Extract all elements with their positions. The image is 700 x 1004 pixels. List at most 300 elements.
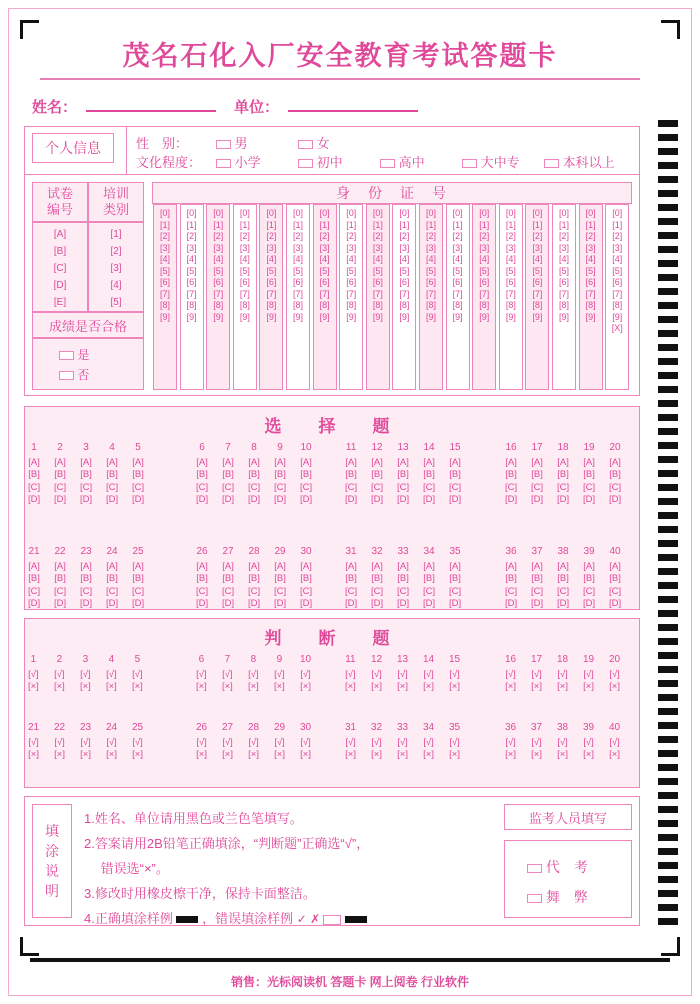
id-digit-bubble[interactable]: [3] [452,242,463,253]
judge-item[interactable] [132,654,143,694]
id-digit-bubble[interactable]: [8] [559,300,570,310]
id-digit-bubble[interactable]: [8] [266,300,277,310]
answer-bubble[interactable]: [√] [609,736,620,748]
choice-item[interactable] [423,546,435,611]
choice-item[interactable] [423,442,435,507]
train-type-bubble[interactable]: [5] [110,297,122,308]
answer-bubble[interactable]: [D] [371,494,384,506]
answer-bubble[interactable]: [B] [132,573,144,585]
id-digit-bubble[interactable]: [2] [479,231,490,241]
id-digit-bubble[interactable]: [2] [319,231,330,241]
answer-bubble[interactable]: [√] [28,668,39,680]
proctor-option-0[interactable] [527,857,588,877]
answer-bubble[interactable]: [A] [609,560,621,572]
answer-bubble[interactable]: [√] [397,668,408,680]
id-digit-bubble[interactable]: [1] [399,219,410,230]
id-digit-bubble[interactable]: [0] [479,208,490,218]
id-digit-bubble[interactable]: [0] [186,208,197,218]
id-digit-bubble[interactable]: [5] [399,265,410,276]
id-digit-bubble[interactable]: [4] [399,254,410,264]
answer-bubble[interactable]: [√] [449,668,460,680]
answer-bubble[interactable]: [×] [583,749,594,761]
id-digit-column[interactable] [392,204,416,390]
answer-bubble[interactable]: [×] [371,749,382,761]
answer-bubble[interactable]: [B] [583,573,595,585]
id-digit-bubble[interactable]: [2] [213,231,224,241]
answer-bubble[interactable]: [B] [196,573,208,585]
choice-item[interactable] [397,546,409,611]
answer-bubble[interactable]: [×] [345,749,356,761]
answer-bubble[interactable]: [×] [106,749,117,761]
id-digit-bubble[interactable]: [5] [266,265,277,276]
answer-bubble[interactable]: [√] [531,668,542,680]
answer-bubble[interactable]: [B] [54,573,66,585]
option-大中专[interactable] [462,152,520,171]
id-digit-bubble[interactable]: [5] [319,265,330,276]
bubble[interactable] [59,371,74,380]
option-男[interactable] [216,133,248,152]
answer-bubble[interactable]: [×] [531,749,542,761]
id-digit-bubble[interactable]: [2] [505,231,516,241]
answer-bubble[interactable]: [D] [423,494,436,506]
id-digit-bubble[interactable]: [4] [452,254,463,264]
answer-bubble[interactable]: [×] [196,681,207,693]
answer-bubble[interactable]: [A] [248,560,260,572]
answer-bubble[interactable]: [C] [371,481,384,493]
answer-bubble[interactable]: [A] [300,560,312,572]
id-digit-column[interactable] [552,204,576,390]
id-digit-bubble[interactable]: [2] [612,231,623,241]
answer-bubble[interactable]: [A] [80,560,92,572]
id-digit-bubble[interactable]: [3] [213,242,224,253]
id-digit-bubble[interactable]: [6] [585,277,596,287]
answer-bubble[interactable]: [D] [80,598,93,610]
bubble[interactable] [216,159,231,168]
answer-bubble[interactable]: [B] [80,469,92,481]
answer-bubble[interactable]: [×] [132,749,143,761]
answer-bubble[interactable]: [C] [557,481,570,493]
answer-bubble[interactable]: [√] [196,736,207,748]
option-女[interactable] [298,133,330,152]
judge-item[interactable] [106,722,117,762]
choice-item[interactable] [371,442,383,507]
id-digit-bubble[interactable]: [8] [372,300,383,310]
answer-bubble[interactable]: [B] [300,469,312,481]
train-type-bubble[interactable]: [2] [110,246,122,257]
judge-item[interactable] [557,654,568,694]
id-digit-bubble[interactable]: [2] [452,231,463,241]
pass-options[interactable] [32,338,144,390]
id-digit-bubble[interactable]: [9] [319,311,330,322]
id-digit-bubble[interactable]: [7] [160,288,171,299]
answer-bubble[interactable]: [B] [345,573,357,585]
choice-item[interactable] [248,442,260,507]
judge-item[interactable] [222,654,233,694]
train-type-bubble[interactable]: [4] [110,280,122,291]
choice-item[interactable] [505,546,517,611]
id-digit-bubble[interactable]: [5] [452,265,463,276]
answer-bubble[interactable]: [A] [300,456,312,468]
answer-bubble[interactable]: [C] [371,585,384,597]
pass-option-是[interactable] [59,346,89,363]
id-digit-bubble[interactable]: [5] [186,265,197,276]
answer-bubble[interactable]: [C] [397,585,410,597]
id-digit-bubble[interactable]: [8] [213,300,224,310]
judge-item[interactable] [300,654,311,694]
choice-item[interactable] [557,442,569,507]
option-初中[interactable] [298,152,343,171]
choice-item[interactable] [300,546,312,611]
answer-bubble[interactable]: [C] [557,585,570,597]
answer-bubble[interactable]: [D] [557,494,570,506]
answer-bubble[interactable]: [√] [557,668,568,680]
judge-item[interactable] [28,654,39,694]
answer-bubble[interactable]: [√] [274,736,285,748]
id-digit-bubble[interactable]: [4] [293,254,304,264]
answer-bubble[interactable]: [B] [345,469,357,481]
answer-bubble[interactable]: [A] [54,560,66,572]
answer-bubble[interactable]: [C] [505,585,518,597]
answer-bubble[interactable]: [B] [222,469,234,481]
answer-bubble[interactable]: [×] [505,749,516,761]
answer-bubble[interactable]: [√] [106,736,117,748]
answer-bubble[interactable]: [B] [423,573,435,585]
choice-item[interactable] [54,546,66,611]
answer-bubble[interactable]: [A] [609,456,621,468]
id-digit-bubble[interactable]: [0] [505,208,516,218]
id-digit-bubble[interactable]: [5] [585,265,596,276]
answer-bubble[interactable]: [B] [505,573,517,585]
train-type-bubble[interactable]: [1] [110,229,122,240]
id-digit-bubble[interactable]: [6] [559,277,570,287]
answer-bubble[interactable]: [D] [132,598,145,610]
answer-bubble[interactable]: [A] [132,456,144,468]
answer-bubble[interactable]: [A] [345,560,357,572]
judge-item[interactable] [557,722,568,762]
answer-bubble[interactable]: [B] [449,469,461,481]
id-digit-bubble[interactable]: [6] [399,277,410,287]
judge-item[interactable] [28,722,39,762]
answer-bubble[interactable]: [√] [132,668,143,680]
answer-bubble[interactable]: [√] [248,668,259,680]
pass-option-否[interactable] [59,366,89,383]
answer-bubble[interactable]: [C] [345,481,358,493]
id-digit-bubble[interactable]: [9] [266,311,277,322]
id-digit-bubble[interactable]: [9] [293,311,304,322]
answer-bubble[interactable]: [D] [423,598,436,610]
id-digit-bubble[interactable]: [6] [239,277,250,287]
id-digit-bubble[interactable]: [4] [266,254,277,264]
judge-item[interactable] [609,654,620,694]
id-digit-bubble[interactable]: [6] [452,277,463,287]
id-digit-bubble[interactable]: [7] [186,288,197,299]
judge-item[interactable] [423,722,434,762]
option-本科以上[interactable] [544,152,615,171]
id-digit-bubble[interactable]: [0] [559,208,570,218]
judge-item[interactable] [505,722,516,762]
id-digit-bubble[interactable]: [8] [505,300,516,310]
id-digit-bubble[interactable]: [8] [319,300,330,310]
choice-item[interactable] [345,546,357,611]
id-digit-bubble[interactable]: [7] [479,288,490,299]
answer-bubble[interactable]: [C] [274,585,287,597]
id-digit-column[interactable] [259,204,283,390]
answer-bubble[interactable]: [D] [583,494,596,506]
id-digit-bubble[interactable]: [2] [239,231,250,241]
answer-bubble[interactable]: [A] [557,456,569,468]
bubble[interactable] [527,894,542,903]
id-digit-bubble[interactable]: [2] [186,231,197,241]
answer-bubble[interactable]: [×] [196,749,207,761]
id-digit-bubble[interactable]: [8] [346,300,357,310]
id-digit-bubble[interactable]: [6] [426,277,437,287]
id-digit-bubble[interactable]: [8] [160,300,171,310]
id-digit-bubble[interactable]: [9] [186,311,197,322]
answer-bubble[interactable]: [×] [28,749,39,761]
bubble[interactable] [380,159,395,168]
judge-item[interactable] [505,654,516,694]
id-digit-bubble[interactable]: [5] [612,265,623,276]
id-digit-bubble[interactable]: [9] [479,311,490,322]
judge-item[interactable] [345,654,356,694]
answer-bubble[interactable]: [D] [609,494,622,506]
id-digit-bubble[interactable]: [3] [266,242,277,253]
answer-bubble[interactable]: [B] [196,469,208,481]
answer-bubble[interactable]: [B] [505,469,517,481]
id-digit-bubble[interactable]: [7] [532,288,543,299]
judge-item[interactable] [449,722,460,762]
id-digit-column[interactable] [472,204,496,390]
answer-bubble[interactable]: [√] [196,668,207,680]
answer-bubble[interactable]: [B] [397,469,409,481]
id-digit-column[interactable] [605,204,629,390]
id-digit-bubble[interactable]: [1] [372,219,383,230]
id-digit-bubble[interactable]: [3] [559,242,570,253]
answer-bubble[interactable]: [D] [345,494,358,506]
answer-bubble[interactable]: [B] [106,469,118,481]
judge-item[interactable] [531,654,542,694]
answer-bubble[interactable]: [√] [583,736,594,748]
id-digit-bubble[interactable]: [9] [346,311,357,322]
paper-no-bubble[interactable]: [A] [53,229,67,240]
judge-item[interactable] [583,722,594,762]
answer-bubble[interactable]: [B] [371,469,383,481]
id-digit-bubble[interactable]: [3] [186,242,197,253]
answer-bubble[interactable]: [A] [371,560,383,572]
judge-item[interactable] [397,722,408,762]
id-digit-column[interactable] [233,204,257,390]
judge-item[interactable] [371,722,382,762]
choice-item[interactable] [54,442,66,507]
id-digit-column[interactable] [366,204,390,390]
answer-bubble[interactable]: [√] [54,668,65,680]
answer-bubble[interactable]: [B] [248,469,260,481]
answer-bubble[interactable]: [D] [583,598,596,610]
answer-bubble[interactable]: [D] [300,494,313,506]
id-digit-bubble[interactable]: [4] [372,254,383,264]
choice-item[interactable] [80,442,92,507]
proctor-options[interactable] [504,840,632,918]
answer-bubble[interactable]: [B] [423,469,435,481]
id-digit-bubble[interactable]: [1] [532,219,543,230]
choice-item[interactable] [222,546,234,611]
choice-item[interactable] [583,546,595,611]
answer-bubble[interactable]: [√] [28,736,39,748]
answer-bubble[interactable]: [×] [132,681,143,693]
id-digit-bubble[interactable]: [4] [505,254,516,264]
answer-bubble[interactable]: [×] [531,681,542,693]
answer-bubble[interactable]: [C] [505,481,518,493]
answer-bubble[interactable]: [√] [80,736,91,748]
choice-item[interactable] [505,442,517,507]
id-digit-bubble[interactable]: [5] [532,265,543,276]
paper-no-bubble[interactable]: [B] [53,246,67,257]
answer-bubble[interactable]: [B] [132,469,144,481]
answer-bubble[interactable]: [√] [222,668,233,680]
answer-bubble[interactable]: [×] [397,681,408,693]
id-digit-bubble[interactable]: [9] [399,311,410,322]
judge-item[interactable] [196,722,207,762]
id-digit-bubble[interactable]: [7] [612,288,623,299]
answer-bubble[interactable]: [D] [248,598,261,610]
id-digit-bubble[interactable]: [2] [293,231,304,241]
id-digit-bubble[interactable]: [9] [213,311,224,322]
id-digit-bubble[interactable]: [8] [532,300,543,310]
choice-item[interactable] [106,442,118,507]
choice-item[interactable] [531,546,543,611]
id-digit-bubble[interactable]: [7] [372,288,383,299]
answer-bubble[interactable]: [C] [80,585,93,597]
answer-bubble[interactable]: [C] [300,481,313,493]
answer-bubble[interactable]: [√] [300,736,311,748]
answer-bubble[interactable]: [√] [423,736,434,748]
answer-bubble[interactable]: [D] [274,494,287,506]
answer-bubble[interactable]: [×] [609,681,620,693]
judge-item[interactable] [345,722,356,762]
answer-bubble[interactable]: [A] [505,560,517,572]
id-digit-bubble[interactable]: [7] [559,288,570,299]
id-digit-bubble[interactable]: [2] [346,231,357,241]
id-extra-mark[interactable]: [X] [611,323,623,333]
answer-bubble[interactable]: [D] [274,598,287,610]
answer-bubble[interactable]: [B] [300,573,312,585]
judge-item[interactable] [196,654,207,694]
id-digit-bubble[interactable]: [1] [426,219,437,230]
answer-bubble[interactable]: [A] [449,456,461,468]
answer-bubble[interactable]: [C] [222,481,235,493]
answer-bubble[interactable]: [√] [106,668,117,680]
answer-bubble[interactable]: [√] [222,736,233,748]
answer-bubble[interactable]: [C] [54,481,67,493]
answer-bubble[interactable]: [A] [505,456,517,468]
answer-bubble[interactable]: [×] [449,749,460,761]
id-digit-bubble[interactable]: [7] [399,288,410,299]
paper-no-bubble[interactable]: [D] [53,280,67,291]
bubble[interactable] [59,351,74,360]
id-digit-bubble[interactable]: [8] [452,300,463,310]
id-digit-bubble[interactable]: [2] [160,231,171,241]
answer-bubble[interactable]: [B] [557,469,569,481]
answer-bubble[interactable]: [B] [609,469,621,481]
answer-bubble[interactable]: [D] [28,494,41,506]
id-digit-column[interactable] [153,204,177,390]
answer-bubble[interactable]: [B] [609,573,621,585]
id-digit-bubble[interactable]: [0] [346,208,357,218]
id-digit-bubble[interactable]: [3] [346,242,357,253]
id-digit-bubble[interactable]: [6] [293,277,304,287]
id-digit-bubble[interactable]: [6] [160,277,171,287]
train-type-bubble[interactable]: [3] [110,263,122,274]
answer-bubble[interactable]: [D] [196,494,209,506]
choice-item[interactable] [196,442,208,507]
answer-bubble[interactable]: [×] [300,749,311,761]
answer-bubble[interactable]: [B] [54,469,66,481]
id-digit-bubble[interactable]: [4] [346,254,357,264]
id-digit-bubble[interactable]: [1] [186,219,197,230]
choice-item[interactable] [583,442,595,507]
answer-bubble[interactable]: [×] [248,749,259,761]
choice-item[interactable] [609,546,621,611]
id-digit-bubble[interactable]: [4] [186,254,197,264]
id-digit-bubble[interactable]: [5] [239,265,250,276]
judge-item[interactable] [583,654,594,694]
judge-item[interactable] [132,722,143,762]
proctor-option-1[interactable] [527,887,588,907]
id-digit-bubble[interactable]: [0] [585,208,596,218]
id-digit-bubble[interactable]: [0] [532,208,543,218]
answer-bubble[interactable]: [D] [28,598,41,610]
id-digit-bubble[interactable]: [6] [612,277,623,287]
id-digit-bubble[interactable]: [6] [346,277,357,287]
answer-bubble[interactable]: [D] [397,494,410,506]
answer-bubble[interactable]: [A] [132,560,144,572]
id-digit-bubble[interactable]: [3] [532,242,543,253]
id-digit-bubble[interactable]: [9] [160,311,171,322]
judge-item[interactable] [222,722,233,762]
answer-bubble[interactable]: [C] [248,481,261,493]
answer-bubble[interactable]: [×] [248,681,259,693]
answer-bubble[interactable]: [A] [583,456,595,468]
judge-item[interactable] [248,722,259,762]
answer-bubble[interactable]: [√] [80,668,91,680]
choice-item[interactable] [397,442,409,507]
judge-item[interactable] [106,654,117,694]
id-digit-bubble[interactable]: [7] [346,288,357,299]
id-digit-column[interactable] [525,204,549,390]
bubble[interactable] [216,140,231,149]
id-digit-bubble[interactable]: [7] [239,288,250,299]
judge-item[interactable] [371,654,382,694]
answer-bubble[interactable]: [×] [80,681,91,693]
answer-bubble[interactable]: [B] [28,469,40,481]
answer-bubble[interactable]: [√] [557,736,568,748]
answer-bubble[interactable]: [×] [423,749,434,761]
answer-bubble[interactable]: [A] [531,456,543,468]
judge-item[interactable] [423,654,434,694]
answer-bubble[interactable]: [√] [583,668,594,680]
paper-no-bubble[interactable]: [E] [53,297,67,308]
choice-item[interactable] [28,546,40,611]
answer-bubble[interactable]: [√] [609,668,620,680]
choice-item[interactable] [274,546,286,611]
answer-bubble[interactable]: [D] [397,598,410,610]
answer-bubble[interactable]: [D] [300,598,313,610]
answer-bubble[interactable]: [C] [196,481,209,493]
answer-bubble[interactable]: [C] [300,585,313,597]
answer-bubble[interactable]: [×] [300,681,311,693]
choice-item[interactable] [80,546,92,611]
id-digit-bubble[interactable]: [1] [160,219,171,230]
